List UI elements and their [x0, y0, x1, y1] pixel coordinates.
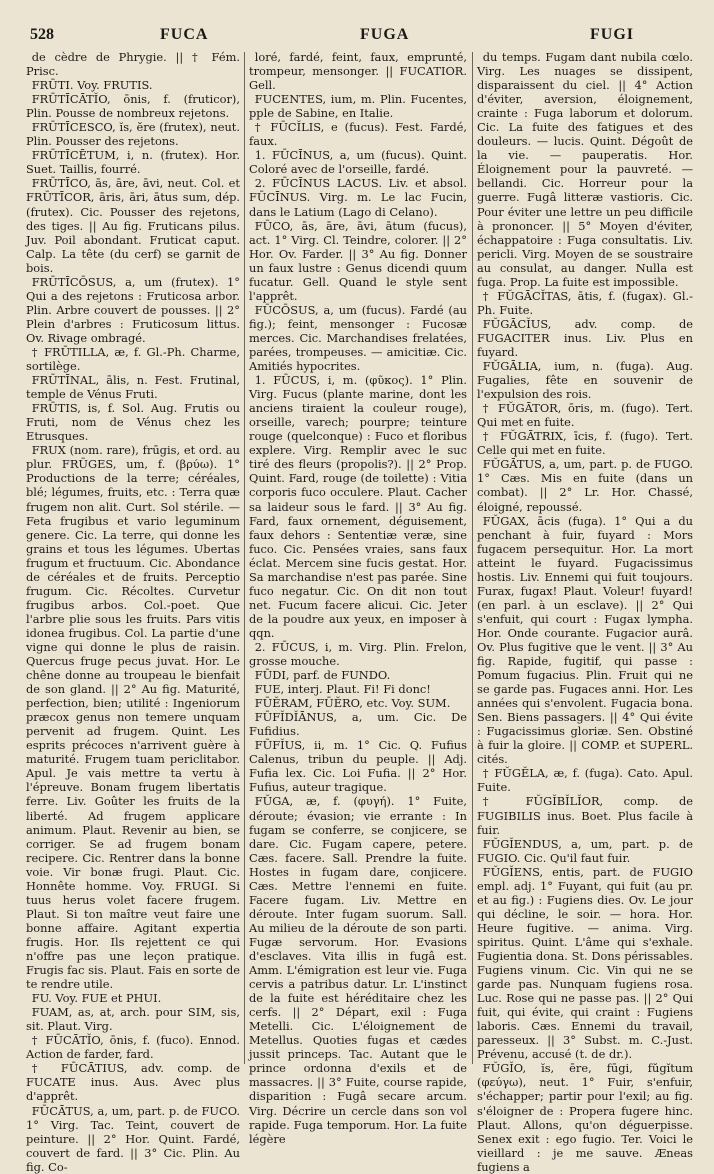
dictionary-entry: † FŪCĬLIS, e (fucus). Fest. Fardé, faux. [249, 120, 467, 149]
dictionary-entry: FŬGĀTUS, a, um, part. p. de FUGO. 1° Cæs. Mis en fuite (dans un combat). || 2° Lr. Hor. Chassé, éloigné, repoussé. [477, 457, 693, 514]
dictionary-entry: FRUX (nom. rare), frūgis, et ord. au plur. FRŪGES, um, f. (βρύω). 1° Productions de la terre; céréales, blé; légumes, fruits, etc. : Terra quæ frugem non alit. Curt. Sol stérile. — Feta frugibus et vario leguminum genere. Cic. La terre, qui donne les grains et tous les légumes. Ubertas frugum et fructuum. Cic. Abondance de céréales et de fruits. Perceptio frugum. Cic. Récoltes. Curvetur frugibus arbos. Col.-poet. Que l'arbre plie sous les fruits. Pars vitis idonea frugibus. Col. La partie d'une vigne qui donne le plus de raisin. Quercus fruge pecus juvat. Hor. Le chêne donne au troupeau le bienfait de son gland. || 2° Au fig. Maturité, perfection, bien; utilité : Ingeniorum præcox genus non temere unquam pervenit ad frugem. Quint. Les esprits précoces n'arrivent guère à maturité. Frugem tuam periclitabor. Apul. Je vais mettre ta vertu à l'épreuve. Bonam frugem libertatis ferre. Liv. Goûter les fruits de la liberté. Ad frugem applicare animum. Plaut. Revenir au bien, se corriger. Se ad frugem bonam recipere. Cic. Rentrer dans la bonne voie. Vir bonæ frugi. Plaut. Cic. Honnête homme. Voy. FRUGI. Si tuus herus volet facere frugem. Plaut. Si ton maître veut faire une bonne affaire. Agitant expertia frugis. Hor. Ils rejettent ce qui n'offre pas une leçon pratique. Frugis fac sis. Plaut. Fais en sorte de te rendre utile. [26, 443, 240, 992]
dictionary-entry: † FŬGĬBĬLĬOR, comp. de FUGIBILIS inus. Boet. Plus facile à fuir. [477, 794, 693, 837]
dictionary-entry: FRŪTĪNAL, ālis, n. Fest. Frutinal, temple de Vénus Fruti. [26, 373, 240, 402]
dictionary-entry: FŪDI, parf. de FUNDO. [254, 668, 391, 683]
column-rule [244, 52, 245, 1064]
dictionary-entry: † FŬGĔLA, æ, f. (fuga). Cato. Apul. Fuite. [477, 766, 693, 795]
dictionary-entry: † FŬGĀCĬTAS, ātis, f. (fugax). Gl.-Ph. Fuite. [477, 288, 693, 317]
dictionary-entry: FŬGAX, ācis (fuga). 1° Qui a du penchant à fuir, fuyard : Mors fugacem persequitur. Hor. La mort atteint le fuyard. Fugacissimus hostis. Liv. Ennemi qui fuit toujours. Furax, fugax! Plaut. Voleur! fuyard! (en parl. à un esclave). || 2° Qui s'enfuit, qui court : Fugax lympha. Hor. Onde courante. Fugacior aurâ. Ov. Plus fugitive que le vent. || 3° Au fig. Rapide, fugitif, qui passe : Pomum fugacius. Plin. Fruit qui ne se garde pas. Fugaces anni. Hor. Les années qui s'envolent. Fugacia bona. Sen. Biens passagers. || 4° Qui évite : Fugacissimus gloriæ. Sen. Obstiné à fuir la gloire. || COMP. et SUPERL. cités. [477, 513, 693, 767]
dictionary-entry: FRŪTI. Voy. FRUTIS. [31, 78, 153, 93]
page-number: 528 [30, 26, 54, 43]
dictionary-entry: † FŬGĀTOR, ōris, m. (fugo). Tert. Qui met en fuite. [477, 401, 693, 430]
dictionary-entry: FUAM, as, at, arch. pour SIM, sis, sit. Plaut. Virg. [26, 1005, 240, 1034]
dictionary-entry: 2. FŪCĪNUS LACUS. Liv. et absol. FŪCĪNUS. Virg. m. Le lac Fucin, dans le Latium (Lago di Celano). [249, 176, 467, 219]
dictionary-entry: FŬGĬENS, entis, part. de FUGIO empl. adj. 1° Fuyant, qui fuit (au pr. et au fig.) : Fugiens dies. Ov. Le jour qui décline, le soir. — hora. Hor. Heure fugitive. — anima. Virg. spiritus. Quint. L'âme qui s'exhale. Fugientia dona. St. Dons périssables. Fugiens vinum. Cic. Vin qui ne se garde pas. Nunquam fugiens rosa. Luc. Rose qui ne passe pas. || 2° Qui fuit, qui évite, qui craint : Fugiens laboris. Cæs. Ennemi du travail, paresseux. || 3° Subst. m. C.-Just. Prévenu, accusé (t. de dr.). [477, 864, 693, 1062]
dictionary-entry: † FŪCĀTIUS, adv. comp. de FUCATE inus. Aus. Avec plus d'apprêt. [26, 1061, 240, 1104]
dictionary-entry: du temps. Fugam dant nubila cœlo. Virg. Les nuages se dissipent, disparaissent du ciel. || 4° Action d'éviter, aversion, éloignement, crainte : Fuga laborum et dolorum. Cic. La fuite des fatigues et des douleurs. — lucis. Quint. Dégoût de la vie. — pauperatis. Hor. Éloignement pour la pauvreté. — bellandi. Cic. Horreur pour la guerre. Fugâ litteræ vastioris. Cic. Pour éviter une lettre un peu difficile à prononcer. || 5° Moyen d'éviter, échappatoire : Fuga consultatis. Liv. pericli. Virg. Moyen de se soustraire au consulat, au danger. Nulla est fuga. Prop. La fuite est impossible. [477, 50, 693, 289]
guide-word-left: FUCA [160, 26, 209, 43]
dictionary-entry: FRŪTĪCŌSUS, a, um (frutex). 1° Qui a des rejetons : Fruticosa arbor. Plin. Arbre couvert de pousses. || 2° Plein d'arbres : Fruticosum littus. Ov. Rivage ombragé. [26, 274, 240, 345]
dictionary-entry: 1. FŪCUS, i, m. (φῦκος). 1° Plin. Virg. Fucus (plante marine, dont les anciens tiraient la couleur rouge), orseille, varech; pourpre; teinture rouge (quelconque) : Fuco et floribus explere. Virg. Remplir avec le suc tiré des fleurs (propolis?). || 2° Prop. Quint. Fard, rouge (de toilette) : Vitia corporis fuco occulere. Plaut. Cacher sa laideur sous le fard. || 3° Au fig. Fard, faux ornement, déguisement, faux dehors : Sententiæ veræ, sine fuco. Cic. Pensées vraies, sans faux éclat. Mercem sine fucis gestat. Hor. Sa marchandise n'est pas parée. Sine fuco negatur. Cic. On dit non tout net. Fucum facere alicui. Cic. Jeter de la poudre aux yeux, en imposer à qqn. [249, 373, 467, 640]
dictionary-entry: FŪĔRAM, FŪĔRO, etc. Voy. SUM. [254, 696, 451, 711]
dictionary-entry: FRŪTĪCĀTĬO, ōnis, f. (fruticor), Plin. Pousse de nombreux rejetons. [26, 92, 240, 121]
dictionary-entry: † FŬGĀTRIX, īcis, f. (fugo). Tert. Celle qui met en fuite. [477, 429, 693, 458]
dictionary-entry: FŬGĬO, ĭs, ēre, fūgi, fŭgĭtum (φεύγω), neut. 1° Fuir, s'enfuir, s'échapper; partir pour l'exil; au fig. s'éloigner de : Propera fugere hinc. Plaut. Allons, qu'on déguerpisse. Senex exit : ego fugio. Ter. Voici le vieillard : je me sauve. Æneas fugiens a [477, 1061, 693, 1174]
dictionary-entry: FRŪTĪCO, ās, āre, āvi, neut. Col. et FRŪTĪCOR, āris, āri, ātus sum, dép. (frutex). Cic. Pousser des rejetons, des tiges. || Au fig. Fruticans pilus. Juv. Poil abondant. Fruticat caput. Calp. La tête (du cerf) se garnit de bois. [26, 176, 240, 275]
dictionary-entry: FŪCO, ās, āre, āvi, ātum (fucus), act. 1° Virg. Cl. Teindre, colorer. || 2° Hor. Ov. Farder. || 3° Au fig. Donner un faux lustre : Genus dicendi quum fucatur. Gell. Quand le style sent l'apprêt. [249, 218, 467, 303]
dictionary-entry: FŪCĀTUS, a, um, part. p. de FUCO. 1° Virg. Tac. Teint, couvert de peinture. || 2° Hor. Quint. Fardé, couvert de fard. || 3° Cic. Plin. Au fig. Co- [26, 1103, 240, 1174]
guide-word-right: FUGI [590, 26, 634, 43]
guide-word-center: FUGA [360, 26, 410, 43]
dictionary-entry: FŬGĬENDUS, a, um, part. p. de FUGIO. Cic. Qu'il faut fuir. [477, 836, 693, 865]
dictionary-entry: loré, fardé, feint, faux, emprunté, trompeur, mensonger. || FUCATIOR. Gell. [249, 50, 467, 93]
column-middle [249, 50, 467, 1146]
dictionary-entry: † FŪCĀTĬO, ōnis, f. (fuco). Ennod. Action de farder, fard. [26, 1033, 240, 1062]
dictionary-entry: FŪFĬUS, ii, m. 1° Cic. Q. Fufius Calenus, tribun du peuple. || Adj. Fufia lex. Cic. Loi Fufia. || 2° Hor. Fufius, auteur tragique. [249, 738, 467, 795]
dictionary-entry: FRŪTĪCĒTUM, i, n. (frutex). Hor. Suet. Taillis, fourré. [26, 148, 240, 177]
dictionary-entry: FŪCŌSUS, a, um (fucus). Fardé (au fig.); feint, mensonger : Fucosæ merces. Cic. Marchandises frelatées, parées, trompeuses. — amicitiæ. Cic. Amitiés hypocrites. [249, 302, 467, 374]
dictionary-entry: FRŪTĪCESCO, ĭs, ĕre (frutex), neut. Plin. Pousser des rejetons. [26, 120, 240, 149]
running-header [30, 26, 694, 46]
dictionary-entry: 1. FŪCĪNUS, a, um (fucus). Quint. Coloré avec de l'orseille, fardé. [249, 148, 467, 177]
dictionary-entry: FUCENTES, ium, m. Plin. Fucentes, pple de Sabine, en Italie. [249, 92, 467, 121]
dictionary-entry: FŪFĬDĬĀNUS, a, um. Cic. De Fufidius. [249, 710, 467, 739]
dictionary-entry: FŬGA, æ, f. (φυγή). 1° Fuite, déroute; évasion; vie errante : In fugam se conferre, se conjicere, se dare. Cic. Fugam capere, petere. Cæs. facere. Sall. Prendre la fuite. Hostes in fugam dare, conjicere. Cæs. Mettre l'ennemi en fuite. Facere fugam. Liv. Mettre en déroute. Inter fugam suorum. Sall. Au milieu de la déroute de son parti. Fugæ servorum. Hor. Evasions d'esclaves. Vita illis in fugâ est. Amm. L'émigration est leur vie. Fuga cervis a patribus datur. Lr. L'instinct de la fuite est héréditaire chez les cerfs. || 2° Départ, exil : Fuga Metelli. Cic. L'éloignement de Metellus. Quoties fugas et cædes jussit princeps. Tac. Autant que le prince ordonna d'exils et de massacres. || 3° Fuite, course rapide, disparition : Fugâ secare arcum. Virg. Décrire un cercle dans son vol rapide. Fuga temporum. Hor. La fuite légère [249, 794, 467, 1146]
dictionary-entry: FRŪTIS, is, f. Sol. Aug. Frutis ou Fruti, nom de Vénus chez les Etrusques. [26, 401, 240, 444]
column-right [477, 50, 693, 1174]
dictionary-entry: FU. Voy. FUE et PHUI. [31, 991, 162, 1006]
dictionary-entry: † FRŪTILLA, æ, f. Gl.-Ph. Charme, sortilège. [26, 344, 240, 374]
column-left [26, 50, 240, 1174]
dictionary-entry: FŬGĀCĬUS, adv. comp. de FUGACITER inus. Liv. Plus en fuyard. [477, 316, 693, 359]
dictionary-entry: 2. FŪCUS, i, m. Virg. Plin. Frelon, grosse mouche. [249, 639, 467, 669]
column-rule [472, 52, 473, 1064]
dictionary-entry: de cèdre de Phrygie. || † Fém. Prisc. [26, 50, 240, 79]
dictionary-entry: FŬGĀLIA, ium, n. (fuga). Aug. Fugalies, fête en souvenir de l'expulsion des rois. [477, 359, 693, 402]
dictionary-entry: FUE, interj. Plaut. Fi! Fi donc! [254, 682, 431, 697]
